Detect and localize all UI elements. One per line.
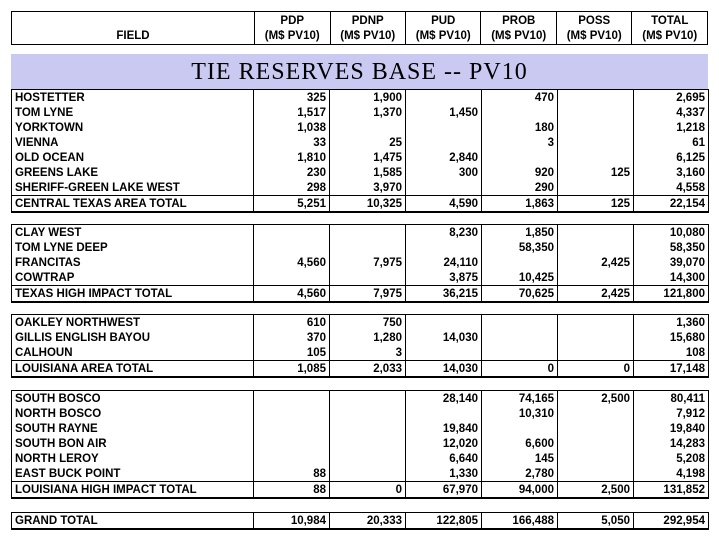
total-header (632, 12, 708, 45)
prob-cell: 94,000 (482, 482, 558, 499)
title-banner (11, 54, 708, 89)
prob-cell: 1,863 (482, 196, 558, 213)
pud-cell (406, 315, 482, 331)
pdp-cell: 1,517 (254, 105, 330, 120)
table-row (12, 165, 709, 180)
poss-cell: 125 (558, 196, 634, 213)
field-name: OLD OCEAN (12, 150, 254, 165)
pdnp-cell (330, 240, 406, 255)
field-name: NORTH LEROY (12, 451, 254, 466)
poss-cell (558, 421, 634, 436)
total-name: TEXAS HIGH IMPACT TOTAL (12, 286, 254, 303)
prob-cell: 166,488 (482, 513, 558, 530)
poss-cell (558, 105, 634, 120)
pdnp-header (330, 12, 405, 45)
table-row (12, 436, 709, 451)
prob-header-line1: PROB (502, 15, 536, 27)
prob-cell: 10,310 (482, 406, 558, 421)
table-row (12, 90, 709, 106)
pdnp-cell: 1,900 (330, 90, 406, 106)
pud-cell: 19,840 (406, 421, 482, 436)
pud-cell: 14,030 (406, 361, 482, 378)
pdp-cell: 10,984 (254, 513, 330, 530)
pud-cell: 122,805 (406, 513, 482, 530)
poss-cell (558, 240, 634, 255)
poss-cell (558, 180, 634, 196)
poss-cell (558, 135, 634, 150)
grand-total-name: GRAND TOTAL (12, 513, 254, 530)
pud-cell (406, 135, 482, 150)
field-name: EAST BUCK POINT (12, 466, 254, 482)
total-cell: 121,800 (634, 286, 709, 303)
pdnp-cell: 7,975 (330, 255, 406, 270)
pdnp-cell (330, 270, 406, 286)
pdnp-cell (330, 225, 406, 241)
total-name: CENTRAL TEXAS AREA TOTAL (12, 196, 254, 213)
pdp-cell (254, 406, 330, 421)
table-row (12, 150, 709, 165)
pud-cell: 12,020 (406, 436, 482, 451)
poss-cell: 2,425 (558, 286, 634, 303)
prob-cell: 2,780 (482, 466, 558, 482)
section-total-row (12, 286, 709, 303)
poss-header (556, 12, 631, 45)
total-cell: 17,148 (634, 361, 709, 378)
pdp-cell (254, 391, 330, 407)
prob-cell (482, 255, 558, 270)
pdnp-cell (330, 451, 406, 466)
poss-header-line2: (M$ PV10) (566, 30, 622, 42)
table-row (12, 466, 709, 482)
pdnp-cell: 750 (330, 315, 406, 331)
pud-cell (406, 180, 482, 196)
pdp-header (255, 12, 330, 45)
table-row (12, 240, 709, 255)
poss-cell (558, 330, 634, 345)
field-header-label: FIELD (116, 30, 150, 42)
pud-cell: 36,215 (406, 286, 482, 303)
pdnp-cell: 3,970 (330, 180, 406, 196)
table-row (12, 315, 709, 331)
total-name: LOUISIANA AREA TOTAL (12, 361, 254, 378)
field-header (12, 12, 255, 45)
pud-header-line1: PUD (431, 15, 456, 27)
pud-cell: 67,970 (406, 482, 482, 499)
table-row (12, 180, 709, 196)
field-name: CLAY WEST (12, 225, 254, 241)
prob-cell (482, 105, 558, 120)
total-cell: 1,360 (634, 315, 709, 331)
pdnp-cell (330, 466, 406, 482)
prob-cell (482, 315, 558, 331)
pdp-cell (254, 240, 330, 255)
pdp-cell: 88 (254, 466, 330, 482)
pdp-cell: 1,038 (254, 120, 330, 135)
pdp-cell: 4,560 (254, 286, 330, 303)
poss-cell (558, 406, 634, 421)
table-row (12, 225, 709, 241)
pdnp-header-line2: (M$ PV10) (340, 30, 396, 42)
pdnp-cell (330, 391, 406, 407)
pdnp-cell: 1,585 (330, 165, 406, 180)
total-cell: 292,954 (634, 513, 709, 530)
table-row (12, 421, 709, 436)
poss-cell (558, 225, 634, 241)
poss-cell (558, 270, 634, 286)
total-cell: 14,283 (634, 436, 709, 451)
total-cell: 80,411 (634, 391, 709, 407)
total-cell: 14,300 (634, 270, 709, 286)
pdnp-header-line1: PDNP (351, 15, 384, 27)
poss-cell: 2,500 (558, 482, 634, 499)
pdp-cell: 325 (254, 90, 330, 106)
central-texas-section (11, 89, 709, 213)
pdp-header-line1: PDP (280, 15, 305, 27)
field-name: OAKLEY NORTHWEST (12, 315, 254, 331)
total-cell: 19,840 (634, 421, 709, 436)
field-name: SHERIFF-GREEN LAKE WEST (12, 180, 254, 196)
prob-cell: 0 (482, 361, 558, 378)
pdnp-cell: 1,475 (330, 150, 406, 165)
pdp-cell (254, 451, 330, 466)
pud-cell: 24,110 (406, 255, 482, 270)
field-name: SOUTH BOSCO (12, 391, 254, 407)
prob-cell: 6,600 (482, 436, 558, 451)
pud-cell: 28,140 (406, 391, 482, 407)
total-cell: 3,160 (634, 165, 709, 180)
pdnp-cell (330, 120, 406, 135)
pdp-header-line2: (M$ PV10) (264, 30, 320, 42)
pdnp-cell: 20,333 (330, 513, 406, 530)
louisiana-high-impact-section (11, 390, 709, 499)
pdp-cell (254, 225, 330, 241)
pud-cell: 2,840 (406, 150, 482, 165)
table-row (12, 255, 709, 270)
prob-cell (482, 330, 558, 345)
poss-cell: 5,050 (558, 513, 634, 530)
prob-cell: 290 (482, 180, 558, 196)
poss-cell (558, 436, 634, 451)
prob-cell: 470 (482, 90, 558, 106)
prob-cell: 145 (482, 451, 558, 466)
prob-cell: 10,425 (482, 270, 558, 286)
pud-cell (406, 406, 482, 421)
field-name: FRANCITAS (12, 255, 254, 270)
prob-cell (482, 345, 558, 361)
pud-cell: 14,030 (406, 330, 482, 345)
pdnp-cell (330, 436, 406, 451)
field-name: CALHOUN (12, 345, 254, 361)
pud-cell (406, 90, 482, 106)
table-row (12, 406, 709, 421)
pdnp-cell: 25 (330, 135, 406, 150)
section-total-row (12, 196, 709, 213)
pdp-cell: 4,560 (254, 255, 330, 270)
field-name: SOUTH BON AIR (12, 436, 254, 451)
pdp-cell: 370 (254, 330, 330, 345)
field-name: YORKTOWN (12, 120, 254, 135)
poss-cell: 125 (558, 165, 634, 180)
total-cell: 6,125 (634, 150, 709, 165)
pdnp-cell: 1,370 (330, 105, 406, 120)
section-total-row (12, 361, 709, 378)
prob-cell: 70,625 (482, 286, 558, 303)
poss-cell (558, 345, 634, 361)
pud-cell: 300 (406, 165, 482, 180)
prob-header-line2: (M$ PV10) (491, 30, 547, 42)
louisiana-area-section (11, 314, 709, 378)
field-name: GREENS LAKE (12, 165, 254, 180)
total-cell: 10,080 (634, 225, 709, 241)
total-cell: 4,198 (634, 466, 709, 482)
table-row (12, 120, 709, 135)
total-cell: 4,337 (634, 105, 709, 120)
field-name: TOM LYNE DEEP (12, 240, 254, 255)
pdp-cell (254, 436, 330, 451)
total-cell: 58,350 (634, 240, 709, 255)
total-cell: 1,218 (634, 120, 709, 135)
field-name: NORTH BOSCO (12, 406, 254, 421)
poss-cell (558, 150, 634, 165)
total-cell: 5,208 (634, 451, 709, 466)
grand-total-row (12, 513, 709, 530)
table-row (12, 451, 709, 466)
field-name: VIENNA (12, 135, 254, 150)
prob-header (481, 12, 556, 45)
field-name: TOM LYNE (12, 105, 254, 120)
pdnp-cell: 3 (330, 345, 406, 361)
poss-cell (558, 315, 634, 331)
pud-cell: 4,590 (406, 196, 482, 213)
total-cell: 108 (634, 345, 709, 361)
column-header (11, 11, 708, 45)
pdp-cell: 88 (254, 482, 330, 499)
pdnp-cell: 0 (330, 482, 406, 499)
pdp-cell: 1,085 (254, 361, 330, 378)
pud-cell (406, 120, 482, 135)
pdp-cell: 230 (254, 165, 330, 180)
poss-cell (558, 120, 634, 135)
pdp-cell: 610 (254, 315, 330, 331)
total-cell: 4,558 (634, 180, 709, 196)
total-name: LOUISIANA HIGH IMPACT TOTAL (12, 482, 254, 499)
banner-title: TIE RESERVES BASE -- PV10 (191, 59, 528, 85)
poss-cell (558, 90, 634, 106)
poss-header-line1: POSS (578, 15, 611, 27)
pdnp-cell: 2,033 (330, 361, 406, 378)
prob-cell: 3 (482, 135, 558, 150)
pdp-cell (254, 421, 330, 436)
pdp-cell (254, 270, 330, 286)
field-name: COWTRAP (12, 270, 254, 286)
poss-cell: 2,500 (558, 391, 634, 407)
prob-cell (482, 150, 558, 165)
pud-cell (406, 240, 482, 255)
poss-cell: 2,425 (558, 255, 634, 270)
prob-cell: 74,165 (482, 391, 558, 407)
table-row (12, 330, 709, 345)
total-cell: 15,680 (634, 330, 709, 345)
total-cell: 131,852 (634, 482, 709, 499)
table-row (12, 105, 709, 120)
section-total-row (12, 482, 709, 499)
grand-total-section (11, 512, 709, 530)
pdp-cell: 33 (254, 135, 330, 150)
total-cell: 7,912 (634, 406, 709, 421)
pdp-cell: 1,810 (254, 150, 330, 165)
field-name: GILLIS ENGLISH BAYOU (12, 330, 254, 345)
poss-cell (558, 451, 634, 466)
pud-header (405, 12, 480, 45)
prob-cell: 1,850 (482, 225, 558, 241)
pdp-cell: 5,251 (254, 196, 330, 213)
pud-cell: 1,330 (406, 466, 482, 482)
pud-header-line2: (M$ PV10) (415, 30, 471, 42)
pud-cell: 3,875 (406, 270, 482, 286)
total-cell: 22,154 (634, 196, 709, 213)
field-name: HOSTETTER (12, 90, 254, 106)
prob-cell: 180 (482, 120, 558, 135)
total-cell: 2,695 (634, 90, 709, 106)
pud-cell: 8,230 (406, 225, 482, 241)
pud-cell (406, 345, 482, 361)
pud-cell: 1,450 (406, 105, 482, 120)
field-name: SOUTH RAYNE (12, 421, 254, 436)
prob-cell: 920 (482, 165, 558, 180)
pud-cell: 6,640 (406, 451, 482, 466)
prob-cell (482, 421, 558, 436)
total-header-line1: TOTAL (651, 15, 689, 27)
table-row (12, 345, 709, 361)
table-row (12, 135, 709, 150)
pdnp-cell: 7,975 (330, 286, 406, 303)
pdnp-cell (330, 421, 406, 436)
pdnp-cell (330, 406, 406, 421)
pdp-cell: 298 (254, 180, 330, 196)
poss-cell (558, 466, 634, 482)
table-row (12, 391, 709, 407)
total-cell: 39,070 (634, 255, 709, 270)
poss-cell: 0 (558, 361, 634, 378)
total-cell: 61 (634, 135, 709, 150)
texas-high-impact-section (11, 224, 709, 303)
prob-cell: 58,350 (482, 240, 558, 255)
pdp-cell: 105 (254, 345, 330, 361)
total-header-line2: (M$ PV10) (642, 30, 698, 42)
table-row (12, 270, 709, 286)
pdnp-cell: 1,280 (330, 330, 406, 345)
pdnp-cell: 10,325 (330, 196, 406, 213)
